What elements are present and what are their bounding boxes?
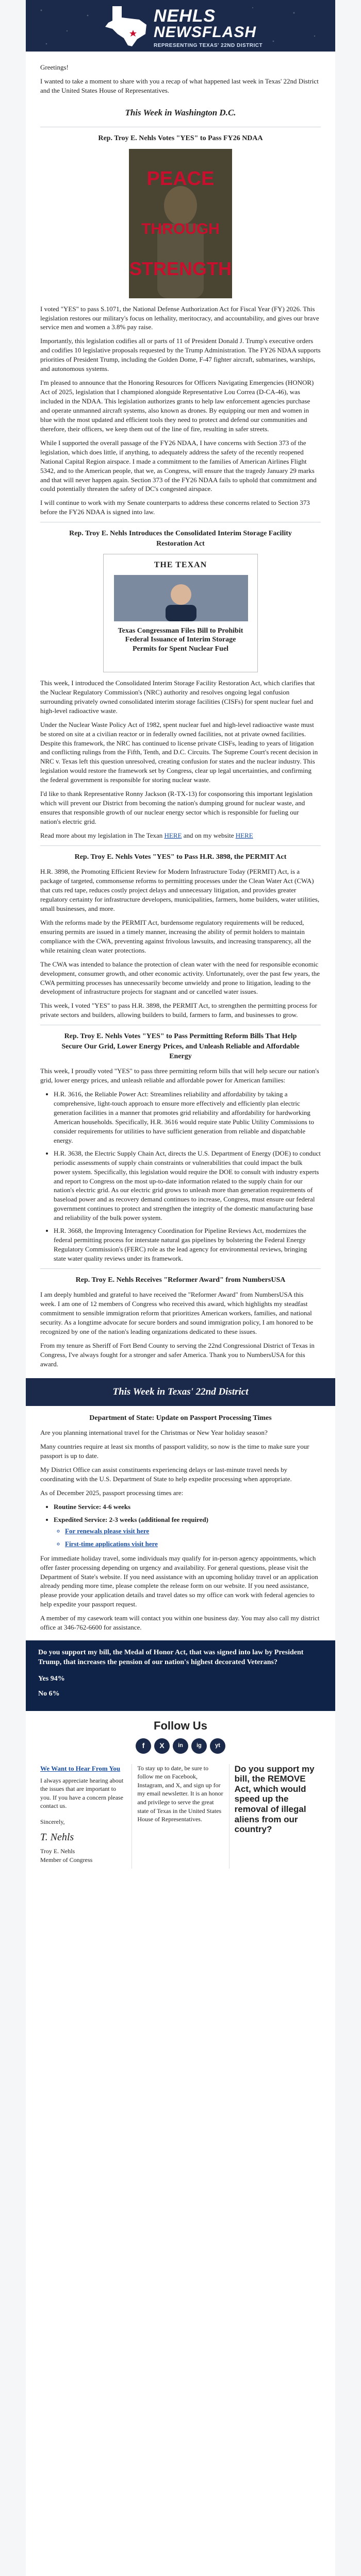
website-link[interactable]: HERE [235,831,253,839]
image-word-strength: STRENGTH [129,258,232,279]
nuclear-p2: Under the Nuclear Waste Policy Act of 1982, spent nuclear fuel and high-level radioactive waste must be stored on site at a civilian reactor or in federally owned facilities, not at private owned facilities. Despite this framework, the NRC has continued to license private CISFs, leading to years of litigation and conflicting rulings from the Fifth, Tenth, and D.C. Circuits. The Supreme Court's recent decision in NRC v. Texas left this question unresolved, creating confusion for states and the nuclear industry. This legislation would restore the framework set by Congress, clear up legal uncertainties, and confirming the federal government is responsible for storing nuclear waste. [40,720,318,784]
stay-updated-text: To stay up to date, be sure to follow me on Facebook, Instagram, and X, and sign up for my email newsletter. It is an honor and privilege to serve the great state of Texas in the United States House of Representatives. [137,1764,223,1823]
energy-title: Rep. Troy E. Nehls Votes "YES" to Pass Permitting Reform Bills That Help Secure Our Grid, Lower Energy Prices, and Unleash Reliable and Affordable Energy [61,1032,300,1060]
instagram-icon[interactable]: ig [191,1738,207,1754]
portrait-icon [114,575,248,621]
brand-tagline: REPRESENTING TEXAS' 22ND DISTRICT [154,43,263,48]
passport-p4: As of December 2025, passport processing times are: [40,1488,184,1497]
nuclear-p4: Read more about my legislation in The Texan HERE and on my website HERE [40,831,253,839]
passport-p3: My District Office can assist constituents experiencing delays or last-minute travel needs by coordinating with the U.S. Department of State to help expedite processing when appropriate. [40,1466,292,1483]
texas-map-icon [103,5,150,47]
permit-title: Rep. Troy E. Nehls Votes "YES" to Pass H.R. 3898, the PERMIT Act [74,853,287,861]
list-item: • Routine Service: 4-6 weeks [54,1502,321,1512]
ndaa-p1: I voted "YES" to pass S.1071, the National Defense Authorization Act for Fiscal Year (FY) 2026. This legislation restores our military's focus on lethality, meritocracy, and accountability, and gives our brave service men and women a 3.8% pay raise. [40,304,319,331]
follow-title: Follow Us [154,1719,207,1733]
member-name: Troy E. Nehls [40,1848,75,1855]
first-time-link[interactable]: ◦ First-time applications visit here [65,1539,321,1549]
ndaa-image [129,149,232,298]
linkedin-icon[interactable]: in [173,1738,188,1754]
youtube-icon[interactable]: yt [210,1738,225,1754]
newsletter-page [26,0,335,2576]
poll-option-no[interactable]: No 6% [38,1690,60,1698]
week-title: This Week in Washington D.C. [125,107,236,117]
greeting: Greetings! [40,63,69,71]
ndaa-title: Rep. Troy E. Nehls Votes "YES" to Pass FY26 NDAA [98,134,263,143]
signature: T. Nehls [40,1832,74,1843]
passport-times-list [54,1502,321,1549]
remove-act-question[interactable]: Do you support my bill, the REMOVE Act, which would speed up the removal of illegal aliens from our country? [234,1764,315,1835]
passport-p5: For immediate holiday travel, some individuals may qualify for in-person agency appointments, which offer faster processing depending on urgency and availability. For general questions, please visit the Department of State's website. If you need assistance with an upcoming holiday travel or an application already pending more time, please complete the release form on our website. If you need assistance, please provide your application details and travel dates so my office can work with federal agencies to help expedite your passport request. [40,1554,318,1608]
nuclear-title: Rep. Troy E. Nehls Introduces the Consolidated Interim Storage Facility Restoration Act [69,530,292,548]
passport-title: Department of State: Update on Passport Processing Times [89,1414,272,1422]
poll-question: Do you support my bill, the Medal of Honor Act, that was signed into law by President Trump, that increases the pension of our nation's highest decorated Veterans? [38,1649,304,1667]
permit-p4: This week, I voted "YES" to pass H.R. 3898, the PERMIT Act, to strengthen the permitting process for private sectors and builders, allowing builders to build, farmers to farm, and businesses to grow. [40,1002,317,1019]
list-item: • H.R. 3616, the Reliable Power Act: Streamlines reliability and affordability by taking a comprehensive, light-touch approach to ensure more effectively and efficiently plan electric generation facilities in a manner that promotes grid reliability and affordability for hardworking American households. Specifically, H.R. 3616 would require state Public Utility Commissions to consider requirements for utilities to have sufficient generation from reliable and dispatchable energy. [54,1090,321,1145]
ndaa-p2: Importantly, this legislation codifies all or parts of 11 of President Donald J. Trump's executive orders and codifies 10 legislative proposals requested by the Trump Administration. The FY26 NDAA supports priorities of President Trump, including the Golden Dome, F-47 fighter aircraft, submarines, warships, and autonomous systems. [40,337,321,373]
nuclear-p3: I'd like to thank Representative Ronny Jackson (R-TX-13) for cosponsoring this important legislation which will prevent our District from becoming the nation's dumping ground for nuclear waste, and ensures that responsible growth of our nuclear energy sector which is responsible for fueling our nation's electric grid. [40,790,313,826]
contact-heading-link[interactable]: We Want to Hear From You [40,1764,121,1772]
numbers-p1: I am deeply humbled and grateful to have received the "Reformer Award" from NumbersUSA this week. I am one of 12 members of Congress who received this award, which highlights my steadfast commitment to sensible immigration reform that prioritizes American workers, families, and national security. As a longtime advocate for secure borders and sound immigration policy, I am honored to be recognized by one of the nation's leading organizations dedicated to these issues. [40,1291,314,1336]
permit-p3: The CWA was intended to balance the protection of clean water with the need for responsible economic development, consumer growth, and other economic activity. Unfortunately, over the past few years, the CWA permitting processes has unnecessarily become unwieldy and prone to litigation, leading to the development of infrastructure projects for stagnant and or cancelled water issues. [40,960,320,996]
congressman-photo [114,575,247,621]
passport-p6: A member of my casework team will contact you within one business day. You may also call my district office at 346-762-6600 for assistance. [40,1614,320,1632]
social-icons [40,1738,321,1754]
divider [40,845,321,846]
ndaa-p4: While I supported the overall passage of the FY26 NDAA, I have concerns with Section 373 of the legislation, which does little, if anything, to adequately address the safety of the recently reopened National Capital Region airspace. I made a commitment to the families of American Airlines Flight 5342, and to the American people, that we, as Congress, will ensure that the tragedy January 29 marks and that will never happen again. Section 373 of the FY26 NDAA fails to uphold that commitment and could potentially threaten the safety of DC's congested airspace. [40,438,317,493]
image-word-peace: PEACE [146,167,215,190]
follow-us [40,1711,321,1758]
contact-text: I always appreciate hearing about the issues that are important to you. If you have a concern please contact us. [40,1776,124,1810]
district-header: This Week in Texas' 22nd District [26,1378,335,1406]
texan-link[interactable]: HERE [164,831,182,839]
permit-p1: H.R. 3898, the Promoting Efficient Review for Modern Infrastructure Today (PERMIT) Act, is a package of targeted, commonsense reforms to permitting processes under the Clean Water Act (CWA) that cuts red tape, reduces costly project delays and unnecessary litigation, and provides greater regulatory certainty for infrastructure developers, municipalities, farmers, home builders, water utilities, small businesses, and more. [40,868,320,912]
list-item: • Expedited Service: 2-3 weeks (additional fee required) ◦ For renewals please visit here ◦ First-time applications visit here [54,1515,321,1549]
renewals-link[interactable]: ◦ For renewals please visit here [65,1527,321,1536]
soldier-image-icon [129,149,232,298]
permit-p2: With the reforms made by the PERMIT Act, burdensome regulatory requirements will be reduced, ensuring permits are issued in a timely manner, increasing the ability of permit holders to maintain compliance with the CWA, preventing against frivolous lawsuits, and increasing transparency, all the while retaining clean water protections. [40,918,311,954]
numbers-title: Rep. Troy E. Nehls Receives "Reformer Award" from NumbersUSA [75,1276,286,1284]
x-icon[interactable]: X [154,1738,170,1754]
image-word-through: THROUGH [141,220,220,238]
energy-p1: This week, I proudly voted "YES" to pass three permitting reform bills that will help secure our nation's grid, lower energy prices, and unleash reliable and affordable power for American families: [40,1067,319,1084]
nuclear-p1: This week, I introduced the Consolidated Interim Storage Facility Restoration Act, which clarifies that the Nuclear Regulatory Commission's (NRC) authority and resolves ongoing legal confusion surrounding privately owned consolidated interim storage facilities (CISFs) for spent nuclear fuel and high-level radioactive waste. [40,679,315,715]
newsletter-header [26,0,335,52]
ndaa-p3: I'm pleased to announce that the Honoring Resources for Officers Navigating Emergencies (HONOR) Act of 2025, legislation that I championed alongside Representative Lou Correa (D-CA-46), was included in the NDAA. This legislation authorizes grants to help law enforcement agencies purchase and operate unmanned aircraft systems, also known as drones. By equipping our men and women in blue with the most updated and efficient tools they need to protect and defend our communities and therefore, their officers, we keep them out of the line of fire, resulting in safer streets. [40,379,314,433]
energy-bill-list [54,1090,321,1263]
footer-grid [40,1764,321,1869]
closing: Sincerely, [40,1818,65,1825]
texan-article-card[interactable] [103,554,258,672]
poll-box [26,1640,335,1711]
ndaa-p5: I will continue to work with my Senate counterparts to address these concerns related to Section 373 before the FY26 NDAA is signed into law. [40,499,310,516]
facebook-icon[interactable]: f [136,1738,151,1754]
texan-logo: THE TEXAN [154,560,207,569]
poll-option-yes[interactable]: Yes 94% [38,1674,65,1683]
brand-newsflash: NEWSFLASH [154,24,256,41]
list-item: • H.R. 3638, the Electric Supply Chain Act, directs the U.S. Department of Energy (DOE) to conduct periodic assessments of supply chain constraints or vulnerabilities that could impact the bulk power system. Specifically, this legislation would require the DOE to consult with industry experts and report to Congress on the most up-to-date information related to the supply chain for our nation's electric grid. As our electric grid grows to unleash more than generation requirements of baseload power and as recovery demand continues to increase, Congress, must ensure our federal government continues to protect and strengthen the integrity of the domestic manufacturing base and reliability of the bulk power system. [54,1149,321,1223]
numbers-p2: From my tenure as Sheriff of Fort Bend County to serving the 22nd Congressional District of Texas in Congress, I've always fought for a stronger and safer America. Thank you to NumbersUSA for this award. [40,1341,315,1368]
passport-p2: Many countries require at least six months of passport validity, so now is the time to make sure your passport is up to date. [40,1443,309,1460]
member-role: Member of Congress [40,1856,93,1863]
divider [40,1268,321,1269]
passport-p1: Are you planning international travel for the Christmas or New Year holiday season? [40,1429,268,1437]
texan-headline: Texas Congressman Files Bill to Prohibit Federal Issuance of Interim Storage Permits for Spent Nuclear Fuel [118,626,243,653]
brand-name: NEHLS [154,6,216,26]
list-item: • H.R. 3668, the Improving Interagency Coordination for Pipeline Reviews Act, modernizes the federal permitting process for interstate natural gas pipelines by bolstering the Federal Energy Regulatory Commission's (FERC) role as the lead agency for environmental reviews, bringing state water quality reviews under its framework. [54,1226,321,1263]
intro-text: I wanted to take a moment to share with you a recap of what happened last week in Texas' 22nd District and the United States House of Representatives. [40,77,319,94]
